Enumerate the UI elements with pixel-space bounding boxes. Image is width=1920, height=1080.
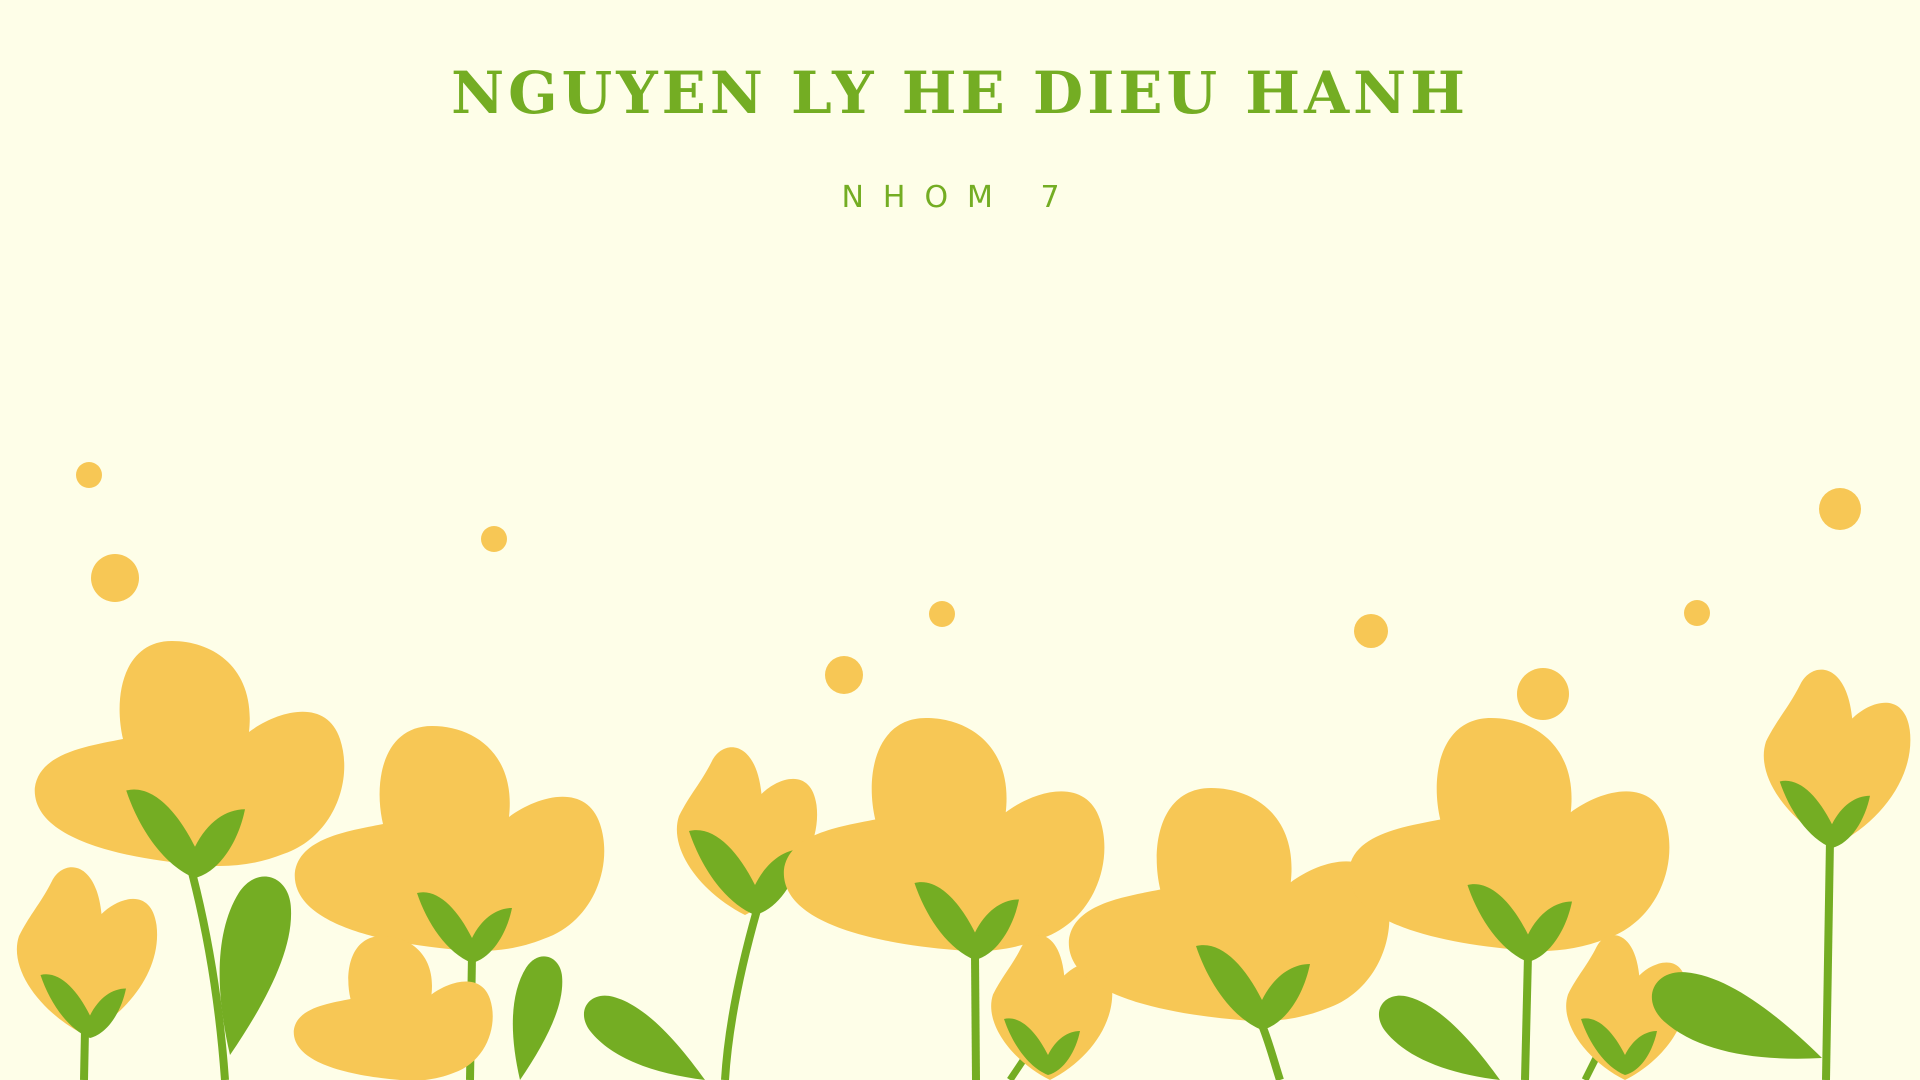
- pollen-dot-icon: [91, 554, 139, 602]
- pollen-dot-icon: [76, 462, 102, 488]
- yellow-flower-icon: [1641, 670, 1910, 1080]
- yellow-flower-icon: [1069, 788, 1390, 1080]
- pollen-dots: [76, 462, 1861, 720]
- pollen-dot-icon: [825, 656, 863, 694]
- pollen-dot-icon: [1517, 668, 1569, 720]
- pollen-dot-icon: [929, 601, 955, 627]
- slide-subtitle: NHOM 7: [841, 180, 1079, 215]
- pollen-dot-icon: [481, 526, 507, 552]
- yellow-flower-icon: [577, 747, 818, 1080]
- pollen-dot-icon: [1819, 488, 1861, 530]
- slide-title: NGUYEN LY HE DIEU HANH: [451, 59, 1469, 127]
- yellow-flower-icon: [17, 867, 157, 1080]
- pollen-dot-icon: [1684, 600, 1710, 626]
- pollen-dot-icon: [1354, 614, 1388, 648]
